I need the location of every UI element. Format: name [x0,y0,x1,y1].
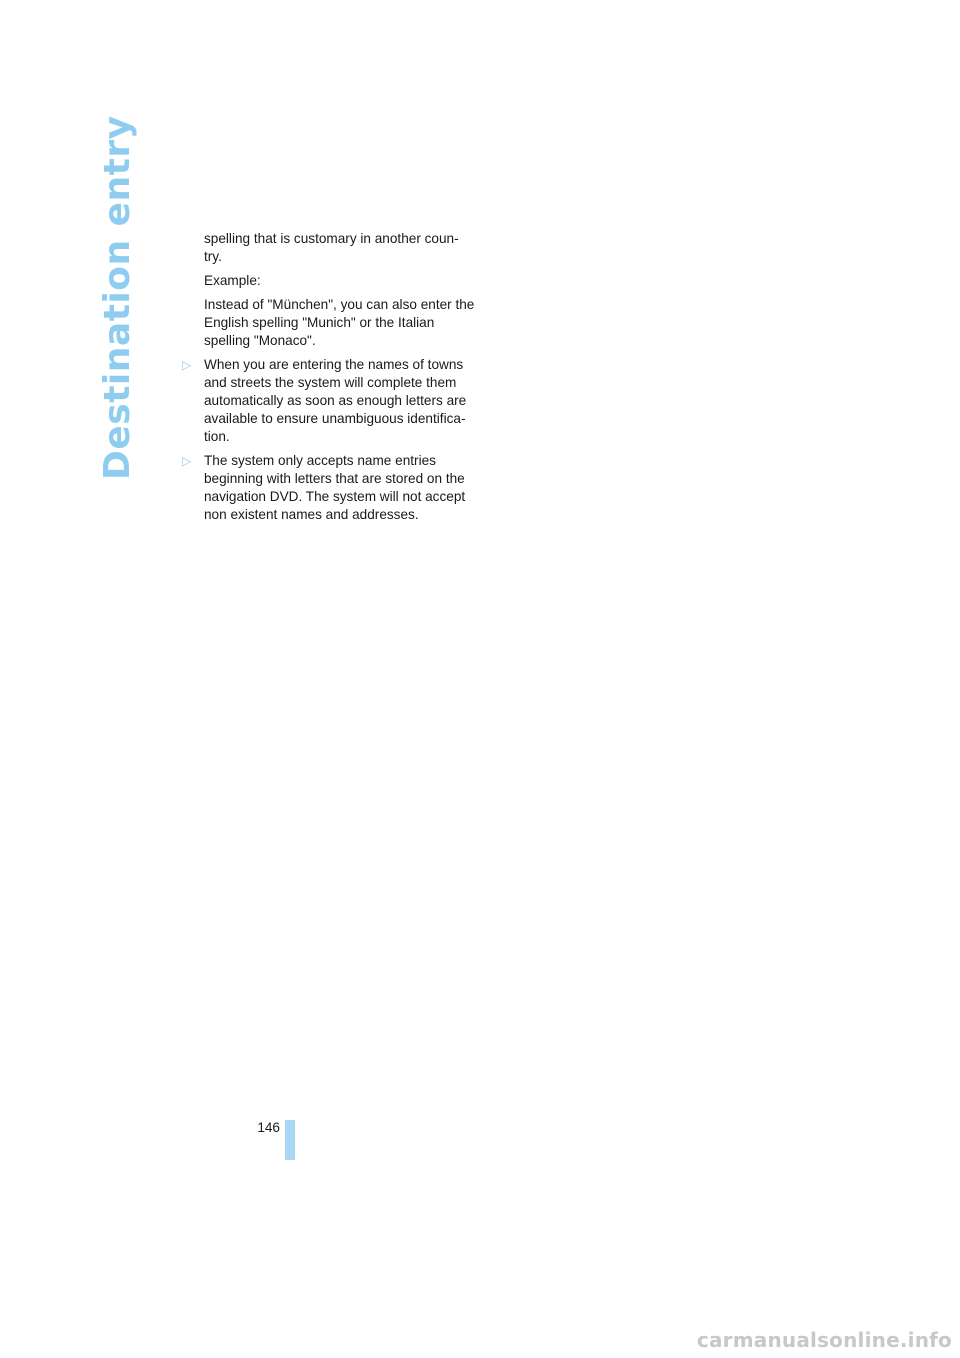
triangle-bullet-icon: ▷ [182,454,192,468]
intro-line-1: spelling that is customary in another coun- [204,231,459,246]
page-number: 146 [257,1120,280,1135]
list-item [182,452,482,524]
page-accent-bar [285,1120,295,1160]
list-item-text: The system only accepts name entries beginning with letters that are stored on the navigation DVD. The system will not accept non existent names and addresses. [204,453,466,522]
triangle-bullet-icon: ▷ [182,358,192,372]
intro-paragraph [204,230,482,266]
list-item-text: When you are entering the names of towns and streets the system will complete them automatically as soon as enough letters are available to ensure unambiguous identifica-tion. [204,357,467,444]
example-label: Example: [204,273,261,288]
section-title: Destination entry [97,115,138,480]
list-item [182,356,482,446]
intro-line-2: try. [204,249,222,264]
watermark: carmanualsonline.info [696,1328,952,1352]
content-column [182,230,482,530]
example-text: Instead of "München", you can also enter the English spelling "Munich" or the Italian spelling "Monaco". [204,297,475,348]
